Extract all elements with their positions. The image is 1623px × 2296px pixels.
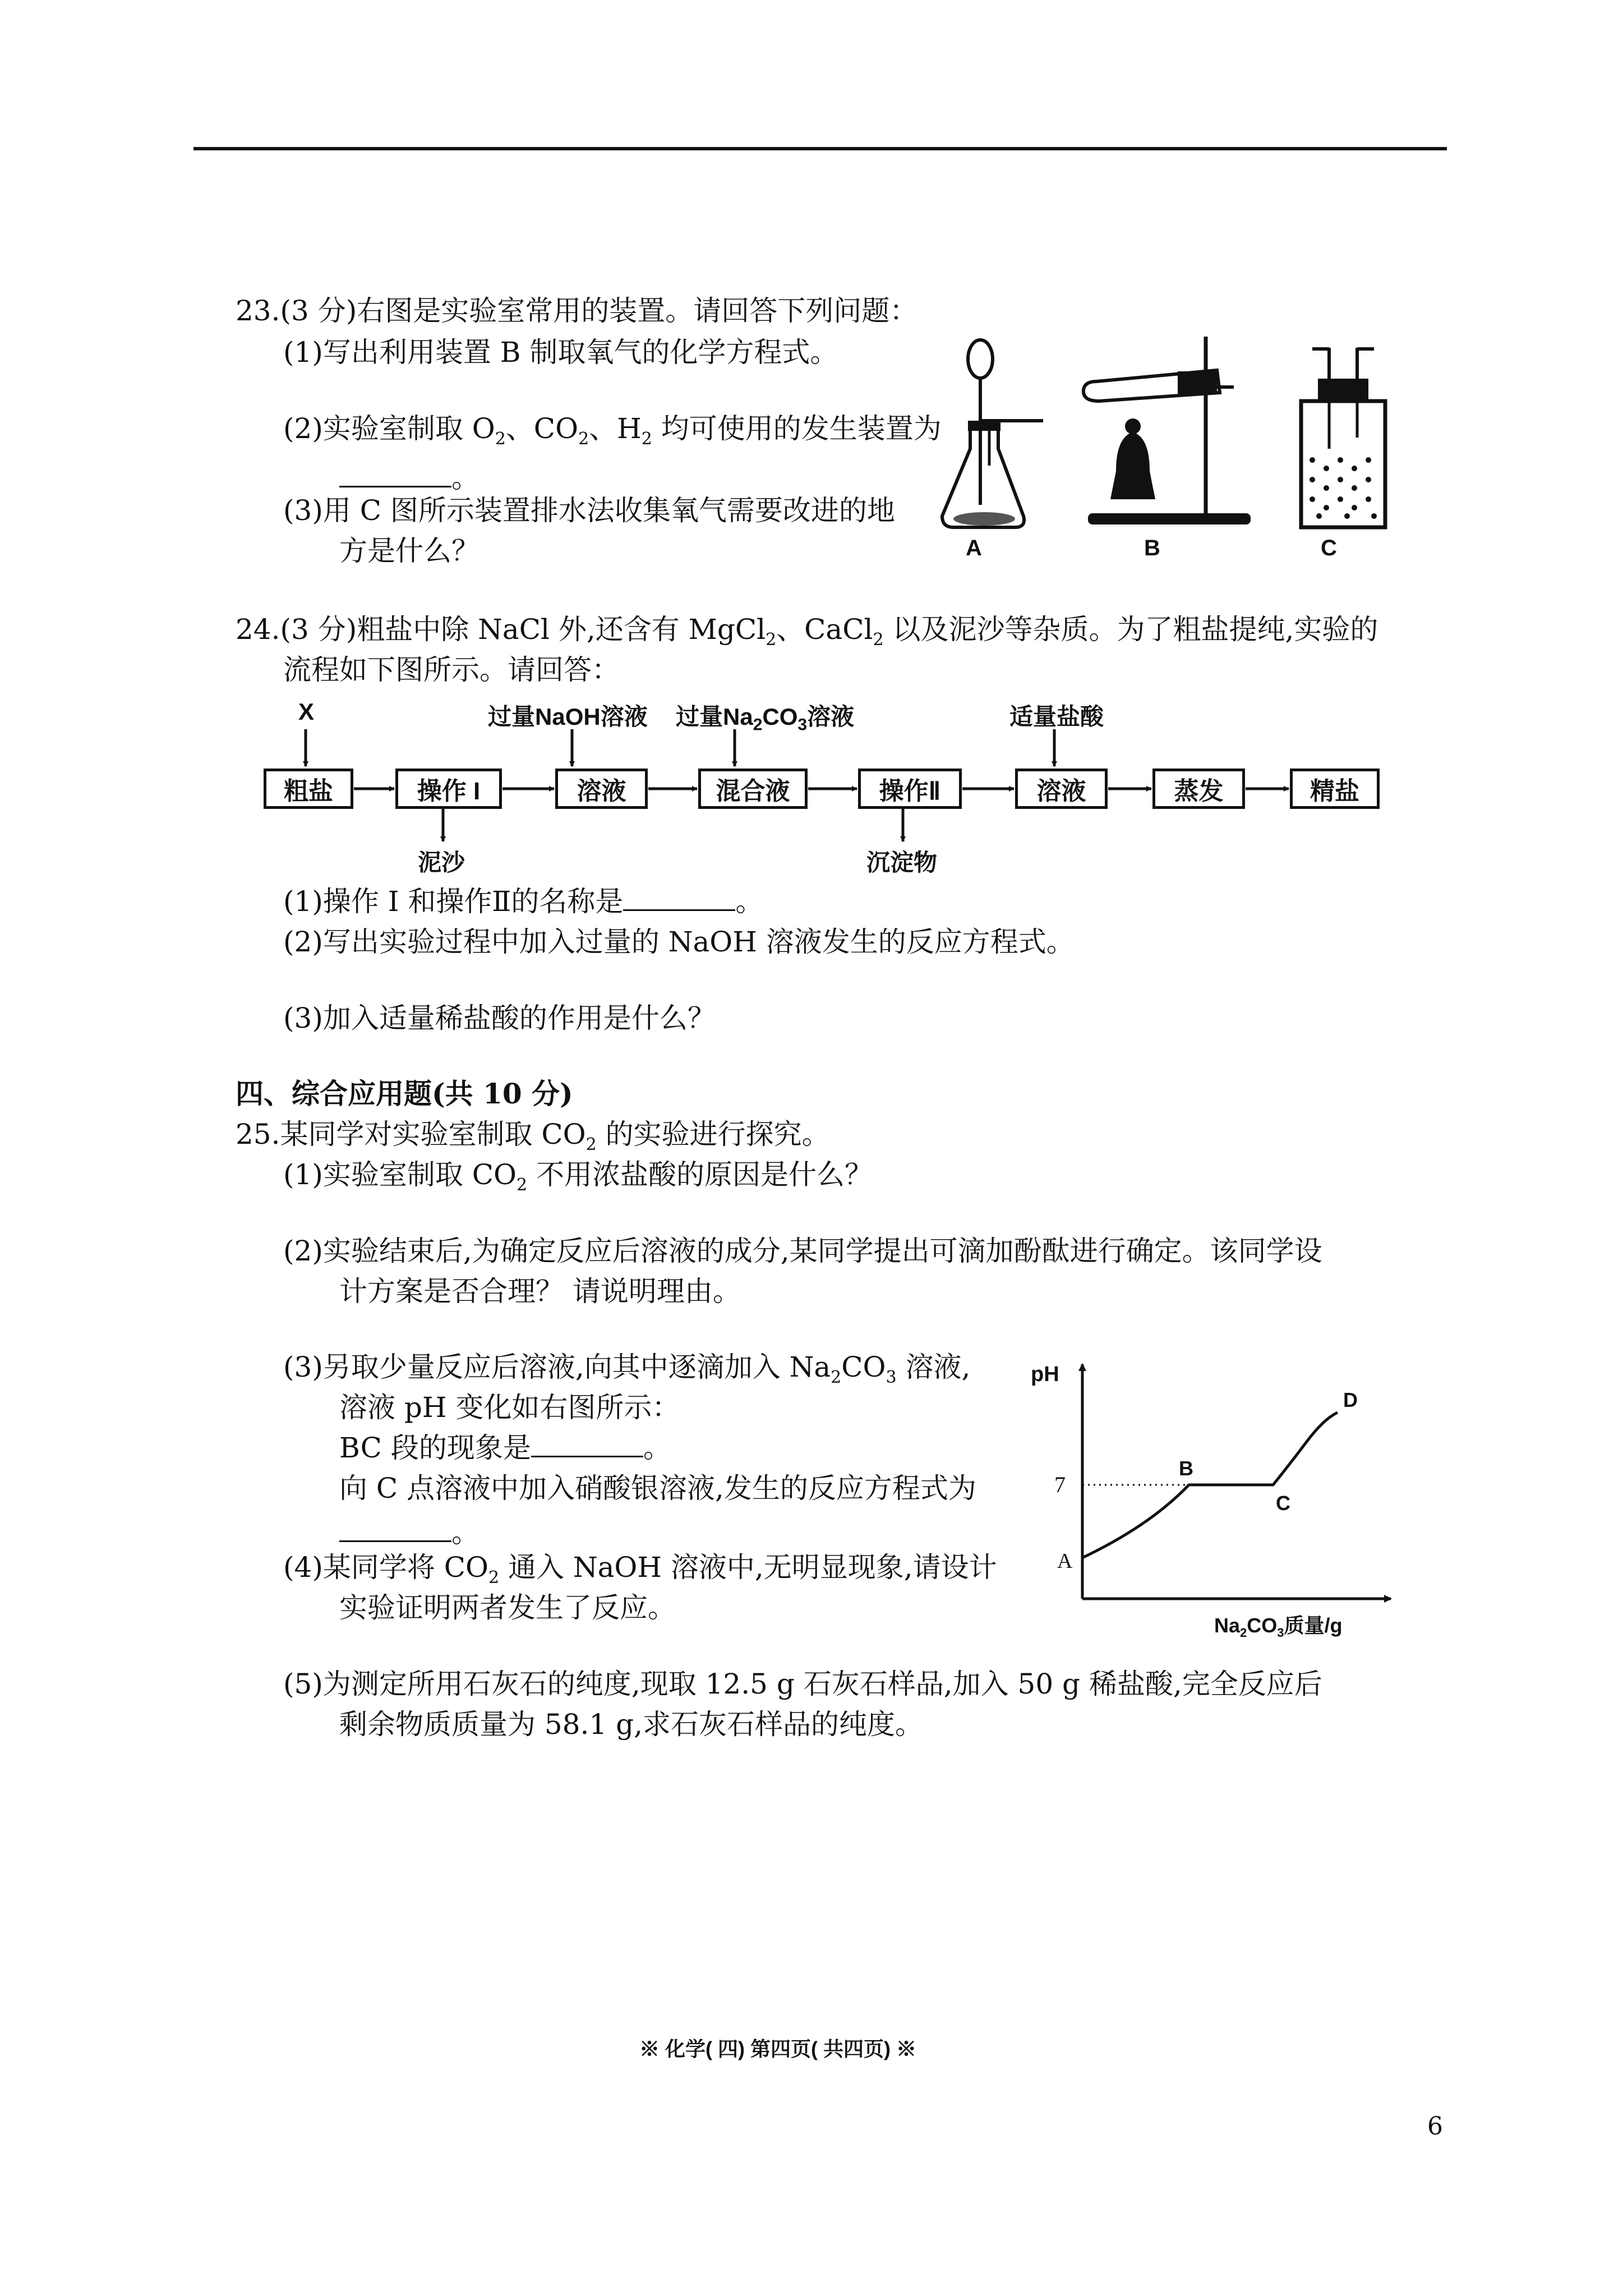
flow-box-solution-1: 溶液 xyxy=(555,769,648,809)
q23-part2-answer: 。 xyxy=(339,460,479,496)
answer-blank[interactable] xyxy=(531,1431,643,1457)
q23-part2: (2)实验室制取 $O_2$、$CO_2$、$H_2$ 均可使用的发生装置为 xyxy=(283,412,942,449)
flow-box-solution-2: 溶液 xyxy=(1015,769,1108,809)
y-tick-7: 7 xyxy=(1054,1472,1066,1497)
flow-box-operation-2: 操作Ⅱ xyxy=(858,769,962,809)
flow-x-label: X xyxy=(298,698,315,725)
apparatus-b-label: B xyxy=(1144,536,1160,560)
q25-part3-line4: 向 C 点溶液中加入硝酸银溶液,发生的反应方程式为 xyxy=(339,1472,976,1504)
answer-blank[interactable] xyxy=(623,885,735,911)
flow-na2co3-label: 过量$Na_2CO_3$溶液 xyxy=(676,703,855,734)
q25-part3-line5: 。 xyxy=(339,1515,479,1550)
flow-box-refined-salt: 精盐 xyxy=(1290,769,1380,809)
page-footer: ※ 化学( 四) 第四页( 共四页) ※ xyxy=(639,2037,916,2060)
flow-mud-label: 泥沙 xyxy=(418,849,465,876)
answer-blank[interactable] xyxy=(339,1516,451,1542)
q24-stem-line1: 24.(3 分)粗盐中除 NaCl 外,还含有 MgCl$_2$、CaCl$_2$ 以及泥沙等杂质。为了粗盐提纯,实验的 xyxy=(236,613,1378,650)
flow-box-mixture: 混合液 xyxy=(698,769,808,809)
q25-part1: (1)实验室制取 $CO_2$ 不用浓盐酸的原因是什么？ xyxy=(283,1158,873,1195)
q23-stem: 23.(3 分)右图是实验室常用的装置。请回答下列问题： xyxy=(236,295,918,327)
apparatus-a-label: A xyxy=(966,536,982,560)
q25-stem: 25.某同学对实验室制取 $CO_2$ 的实验进行探究。 xyxy=(236,1118,830,1154)
q24-part3: (3)加入适量稀盐酸的作用是什么？ xyxy=(283,1002,716,1034)
q23-part3-line2: 方是什么？ xyxy=(339,535,479,567)
flow-precipitate-label: 沉淀物 xyxy=(866,849,938,876)
q24-stem-line2: 流程如下图所示。请回答： xyxy=(283,654,620,686)
page-number: 6 xyxy=(1427,2112,1443,2141)
q25-part5-line2: 剩余物质质量为 58.1 g,求石灰石样品的纯度。 xyxy=(339,1708,924,1741)
q25-part4-line1: (4)某同学将 $CO_2$ 通入 NaOH 溶液中,无明显现象,请设计 xyxy=(283,1551,997,1588)
flow-box-evaporation: 蒸发 xyxy=(1152,769,1245,809)
q25-part2-line1: (2)实验结束后,为确定反应后溶液的成分,某同学提出可滴加酚酞进行确定。该同学设 xyxy=(283,1235,1322,1267)
q25-part5-line1: (5)为测定所用石灰石的纯度,现取 12.5 g 石灰石样品,加入 50 g 稀盐酸,完全反应后 xyxy=(283,1668,1322,1700)
q25-part4-line2: 实验证明两者发生了反应。 xyxy=(339,1591,676,1624)
point-b-label: B xyxy=(1179,1457,1193,1480)
q24-part2: (2)写出实验过程中加入过量的 NaOH 溶液发生的反应方程式。 xyxy=(283,926,1075,958)
apparatus-c-label: C xyxy=(1321,536,1337,560)
flow-hcl-label: 适量盐酸 xyxy=(1009,703,1104,730)
q25-part3-line1: (3)另取少量反应后溶液,向其中逐滴加入 $Na_2CO_3$ 溶液, xyxy=(283,1351,971,1387)
q25-part3-line2: 溶液 pH 变化如右图所示： xyxy=(339,1391,680,1424)
q25-part2-line2: 计方案是否合理？ 请说明理由。 xyxy=(339,1275,741,1308)
ph-chart xyxy=(1032,1358,1402,1649)
q23-part3-line1: (3)用 C 图所示装置排水法收集氧气需要改进的地 xyxy=(283,494,895,527)
point-d-label: D xyxy=(1343,1388,1358,1411)
q25-part3-line3: BC 段的现象是 。 xyxy=(339,1432,671,1464)
point-c-label: C xyxy=(1276,1492,1290,1515)
x-axis-label: $Na_2CO_3$质量/g xyxy=(1214,1614,1343,1640)
y-axis-label: pH xyxy=(1031,1363,1059,1386)
section-4-heading: 四、综合应用题(共 10 分) xyxy=(236,1077,573,1110)
flow-arrows xyxy=(0,0,1623,898)
flow-naoh-label: 过量NaOH溶液 xyxy=(488,703,648,730)
q23-part1: (1)写出利用装置 B 制取氧气的化学方程式。 xyxy=(283,336,838,369)
flow-box-operation-1: 操作 I xyxy=(395,769,502,809)
point-a-label: A xyxy=(1057,1549,1073,1573)
flow-box-crude-salt: 粗盐 xyxy=(264,769,353,809)
q24-part1: (1)操作 I 和操作Ⅱ的名称是 。 xyxy=(283,885,764,918)
ph-curve xyxy=(1082,1412,1338,1558)
